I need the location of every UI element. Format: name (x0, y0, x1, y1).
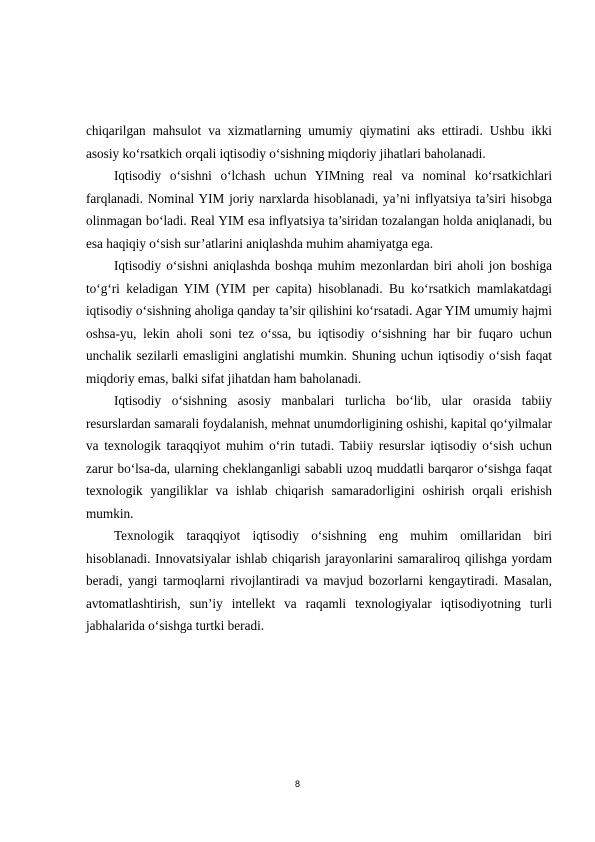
paragraph-continued: chiqarilgan mahsulot va xizmatlarning umumiy qiymatini aks ettiradi. Ushbu ikki asosiy ko‘rsatkich orqali iqtisodiy o‘sishning miqdoriy jihatlari baholanadi. (86, 123, 552, 161)
paragraph-real-nominal-gdp: Iqtisodiy o‘sishni o‘lchash uchun YIMning real va nominal ko‘rsatkichlari farqlanadi. Nominal YIM joriy narxlarda hisoblanadi, ya’ni inflyatsiya ta’siri hisobga olinmagan bo‘ladi. Real YIM esa inflyatsiya ta’siridan tozalangan holda aniqlanadi, bu esa haqiqiy o‘sish sur’atlarini aniqlashda muhim ahamiyatga ega. (86, 168, 552, 251)
paragraph-gdp-per-capita: Iqtisodiy o‘sishni aniqlashda boshqa muhim mezonlardan biri aholi jon boshiga to‘g‘ri keladigan YIM (YIM per capita) hisoblanadi. Bu ko‘rsatkich mamlakatdagi iqtisodiy o‘sishning aholiga qanday ta’sir qilishini ko‘rsatadi. Agar YIM umumiy hajmi oshsa-yu, lekin aholi soni tez o‘ssa, bu iqtisodiy o‘sishning har bir fuqaro uchun unchalik sezilarli emasligini anglatishi mumkin. Shuning uchun iqtisodiy o‘sish faqat miqdoriy emas, balki sifat jihatdan ham baholanadi. (86, 258, 552, 386)
page-body (86, 120, 552, 638)
paragraph-technological-progress: Texnologik taraqqiyot iqtisodiy o‘sishning eng muhim omillaridan biri hisoblanadi. Innovatsiyalar ishlab chiqarish jarayonlarini samaraliroq qilishga yordam beradi, yangi tarmoqlarni rivojlantiradi va mavjud bozorlarni kengaytiradi. Masalan, avtomatlashtirish, sun’iy intellekt va raqamli texnologiyalar iqtisodiyotning turli jabhalarida o‘sishga turtki beradi. (86, 528, 552, 633)
page-number: 8 (294, 779, 300, 789)
paragraph-growth-sources: Iqtisodiy o‘sishning asosiy manbalari turlicha bo‘lib, ular orasida tabiiy resurslardan samarali foydalanish, mehnat unumdorligining oshishi, kapital qo‘yilmalar va texnologik taraqqiyot muhim o‘rin tutadi. Tabiiy resurslar iqtisodiy o‘sish uchun zarur bo‘lsa-da, ularning cheklanganligi sababli uzoq muddatli barqaror o‘sishga faqat texnologik yangiliklar va ishlab chiqarish samaradorligini oshirish orqali erishish mumkin. (86, 393, 552, 521)
